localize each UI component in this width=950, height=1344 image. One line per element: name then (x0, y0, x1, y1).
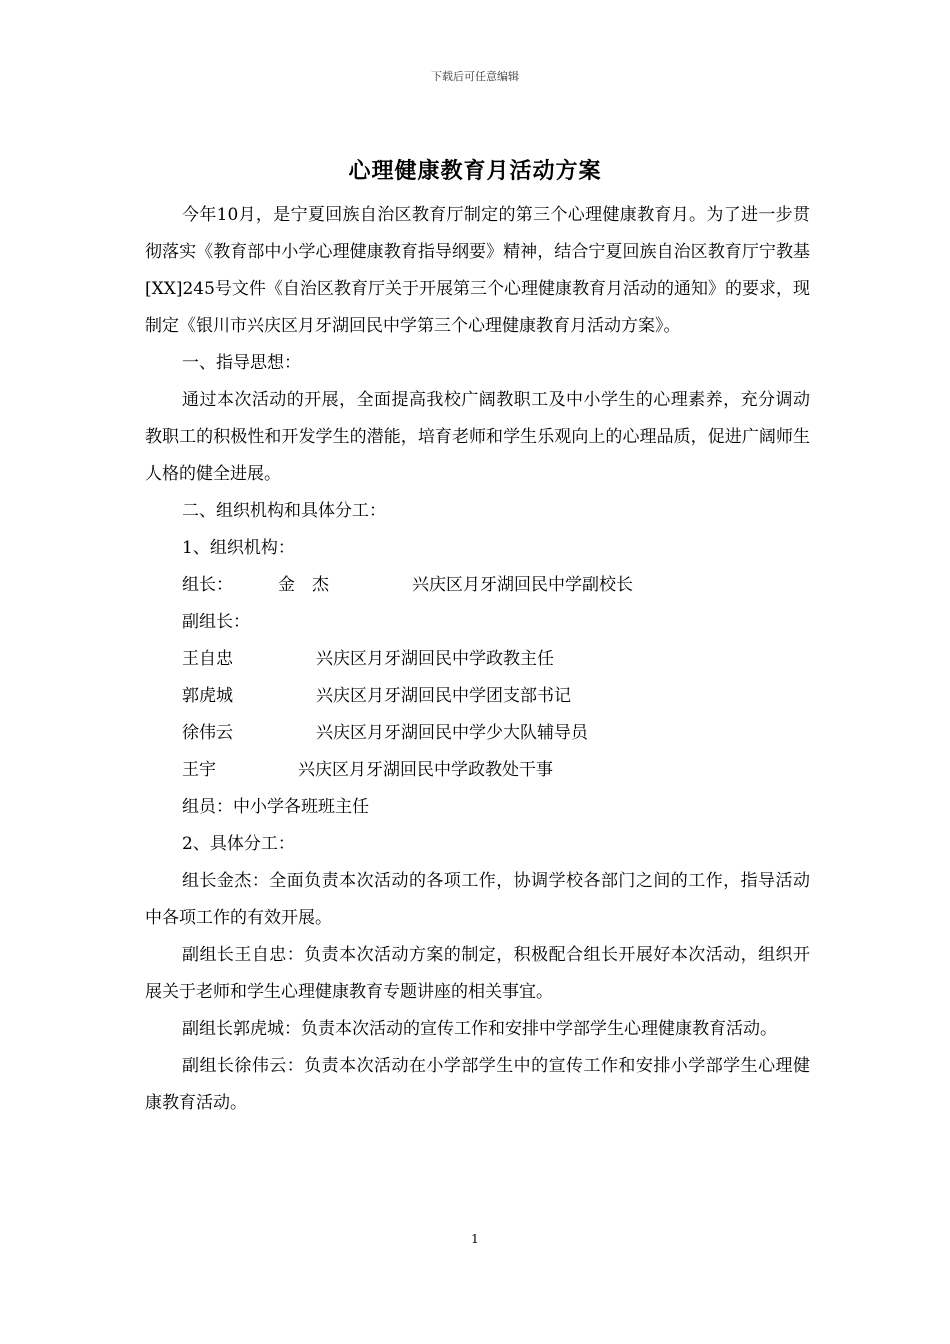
guiding-thought-paragraph: 通过本次活动的开展，全面提高我校广阔教职工及中小学生的心理素养，充分调动教职工的积极性和开发学生的潜能，培育老师和学生乐观向上的心理品质，促进广阔师生人格的健全进展。 (145, 390, 810, 484)
deputy-name: 郭虎城 (182, 686, 233, 706)
duty-paragraph: 副组长徐伟云：负责本次活动在小学部学生中的宣传工作和安排小学部学生心理健康教育活动。 (145, 1056, 810, 1113)
subheading-organization: 1、组织机构： (182, 538, 295, 558)
document-title: 心理健康教育月活动方案 (348, 158, 602, 184)
page-number: 1 (471, 1232, 479, 1246)
leader-row (145, 567, 810, 604)
section-heading-guiding-thought: 一、指导思想： (182, 353, 301, 373)
subheading-duties: 2、具体分工： (182, 834, 295, 854)
section-heading-organization: 二、组织机构和具体分工： (182, 501, 386, 521)
deputy-name: 王自忠 (182, 649, 233, 669)
deputy-role: 兴庆区月牙湖回民中学少大队辅导员 (316, 723, 588, 743)
deputy-role: 兴庆区月牙湖回民中学团支部书记 (316, 686, 571, 706)
duty-paragraph: 副组长郭虎城：负责本次活动的宣传工作和安排中学部学生心理健康教育活动。 (182, 1019, 777, 1039)
members-line: 组员：中小学各班班主任 (182, 797, 369, 817)
deputy-label: 副组长： (182, 612, 250, 632)
header-note: 下载后可任意编辑 (431, 70, 519, 83)
leader-role: 兴庆区月牙湖回民中学副校长 (412, 575, 633, 595)
duty-paragraph: 组长金杰：全面负责本次活动的各项工作，协调学校各部门之间的工作，指导活动中各项工作的有效开展。 (145, 871, 810, 928)
duty-paragraph: 副组长王自忠：负责本次活动方案的制定，积极配合组长开展好本次活动，组织开展关于老师和学生心理健康教育专题讲座的相关事宜。 (145, 945, 810, 1002)
intro-paragraph: 今年10月，是宁夏回族自治区教育厅制定的第三个心理健康教育月。为了进一步贯彻落实《教育部中小学心理健康教育指导纲要》精神，结合宁夏回族自治区教育厅宁教基[XX]245号文件《自治区教育厅关于开展第三个心理健康教育月活动的通知》的要求，现制定《银川市兴庆区月牙湖回民中学第三个心理健康教育月活动方案》。 (145, 205, 810, 336)
deputy-role: 兴庆区月牙湖回民中学政教主任 (316, 649, 554, 669)
deputy-row (145, 715, 810, 752)
leader-name: 金 杰 (278, 575, 329, 595)
deputy-row (145, 752, 810, 789)
deputy-name: 徐伟云 (182, 723, 233, 743)
deputy-role: 兴庆区月牙湖回民中学政教处干事 (298, 760, 553, 780)
deputy-row (145, 678, 810, 715)
deputy-name: 王宇 (182, 760, 216, 780)
document-body (145, 197, 810, 1122)
leader-label: 组长： (182, 575, 233, 595)
deputy-row (145, 641, 810, 678)
